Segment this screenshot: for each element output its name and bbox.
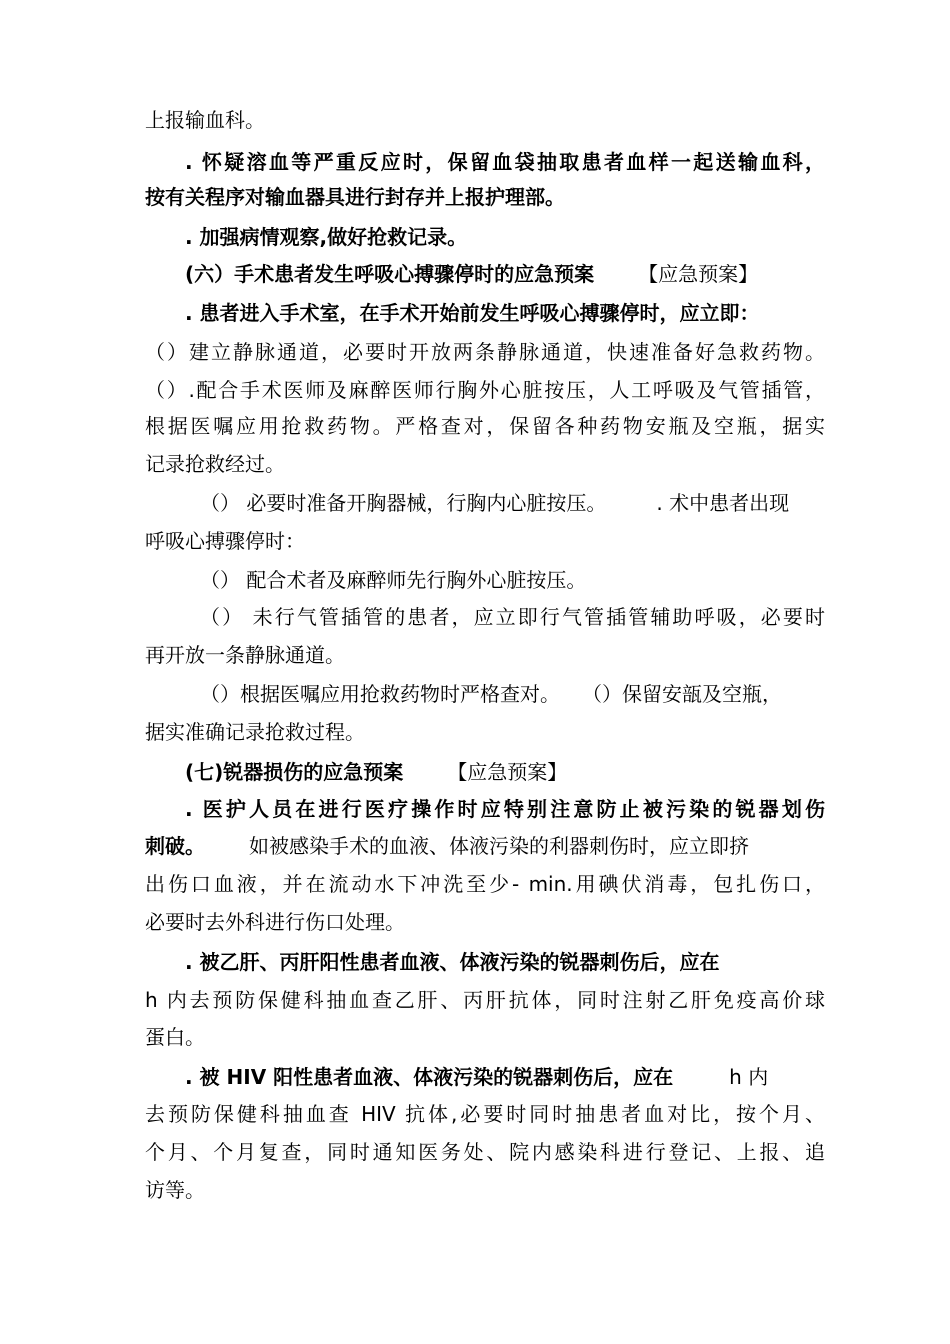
section-heading (185, 758, 825, 786)
text-segment: （） 必要时准备开胸器械，行胸内心脏按压。 (200, 491, 607, 515)
text-line: 访等。 (145, 1178, 205, 1202)
text-line (200, 680, 825, 708)
text-line: 据实准确记录抢救过程。 (145, 720, 365, 744)
section-heading (185, 260, 825, 288)
text-line: 再开放一条静脉通道。 (145, 643, 345, 667)
text-line: . 医护人员在进行医疗操作时应特别注意防止被污染的锐器划伤 (185, 797, 825, 821)
text-segment: h 内 (729, 1065, 769, 1089)
text-line: 呼吸心搏骤停时： (145, 529, 305, 553)
text-line: 蛋白。 (145, 1025, 205, 1049)
text-line: （） 未行气管插管的患者，应立即行气管插管辅助呼吸，必要时 (200, 605, 825, 629)
text-line: . 患者进入手术室，在手术开始前发生呼吸心搏骤停时，应立即： (185, 301, 760, 325)
text-line: 去预防保健科抽血查 HIV 抗体,必要时同时抽患者血对比，按个月、 (145, 1102, 825, 1126)
text-line: （） 配合术者及麻醉师先行胸外心脏按压。 (200, 568, 587, 592)
text-line: . 加强病情观察,做好抢救记录。 (185, 225, 468, 249)
text-line: 个月、个月复查，同时通知医务处、院内感染科进行登记、上报、追 (145, 1140, 825, 1164)
text-segment: . 被 HIV 阳性患者血液、体液污染的锐器刺伤后，应在 (185, 1065, 674, 1089)
section-tag: 【应急预案】 (638, 262, 759, 286)
text-line: （）建立静脉通道，必要时开放两条静脉通道，快速准备好急救药物。 (145, 340, 825, 364)
text-line: 根据医嘱应用抢救药物。严格查对，保留各种药物安瓶及空瓶，据实 (145, 414, 825, 438)
text-line: （）.配合手术医师及麻醉医师行胸外心脏按压，人工呼吸及气管插管， (145, 378, 825, 402)
text-line: . 被乙肝、丙肝阳性患者血液、体液污染的锐器刺伤后，应在 (185, 950, 720, 974)
section-title: (七)锐器损伤的应急预案 (185, 760, 404, 784)
text-line: . 怀疑溶血等严重反应时，保留血袋抽取患者血样一起送输血科， (185, 150, 825, 174)
section-tag: 【应急预案】 (447, 760, 568, 784)
text-line: 记录抢救经过。 (145, 452, 285, 476)
text-line: h 内去预防保健科抽血查乙肝、丙肝抗体，同时注射乙肝免疫高价球 (145, 988, 825, 1012)
text-line (185, 1063, 825, 1091)
text-segment: （）保留安瓿及空瓶， (582, 682, 782, 706)
text-line (145, 832, 825, 860)
text-line: 上报输血科。 (145, 108, 265, 132)
text-segment: . 术中患者出现 (656, 491, 790, 515)
text-segment: （）根据医嘱应用抢救药物时严格查对。 (200, 682, 560, 706)
text-line (200, 489, 825, 517)
text-segment: 如被感染手术的血液、体液污染的利器刺伤时，应立即挤 (249, 834, 749, 858)
section-title: (六）手术患者发生呼吸心搏骤停时的应急预案 (185, 262, 595, 286)
text-line: 必要时去外科进行伤口处理。 (145, 910, 405, 934)
text-line: 出伤口血液，并在流动水下冲洗至少- min.用碘伏消毒，包扎伤口， (145, 872, 825, 896)
text-line: 按有关程序对输血器具进行封存并上报护理部。 (145, 185, 565, 209)
text-segment: 刺破。 (145, 834, 205, 858)
